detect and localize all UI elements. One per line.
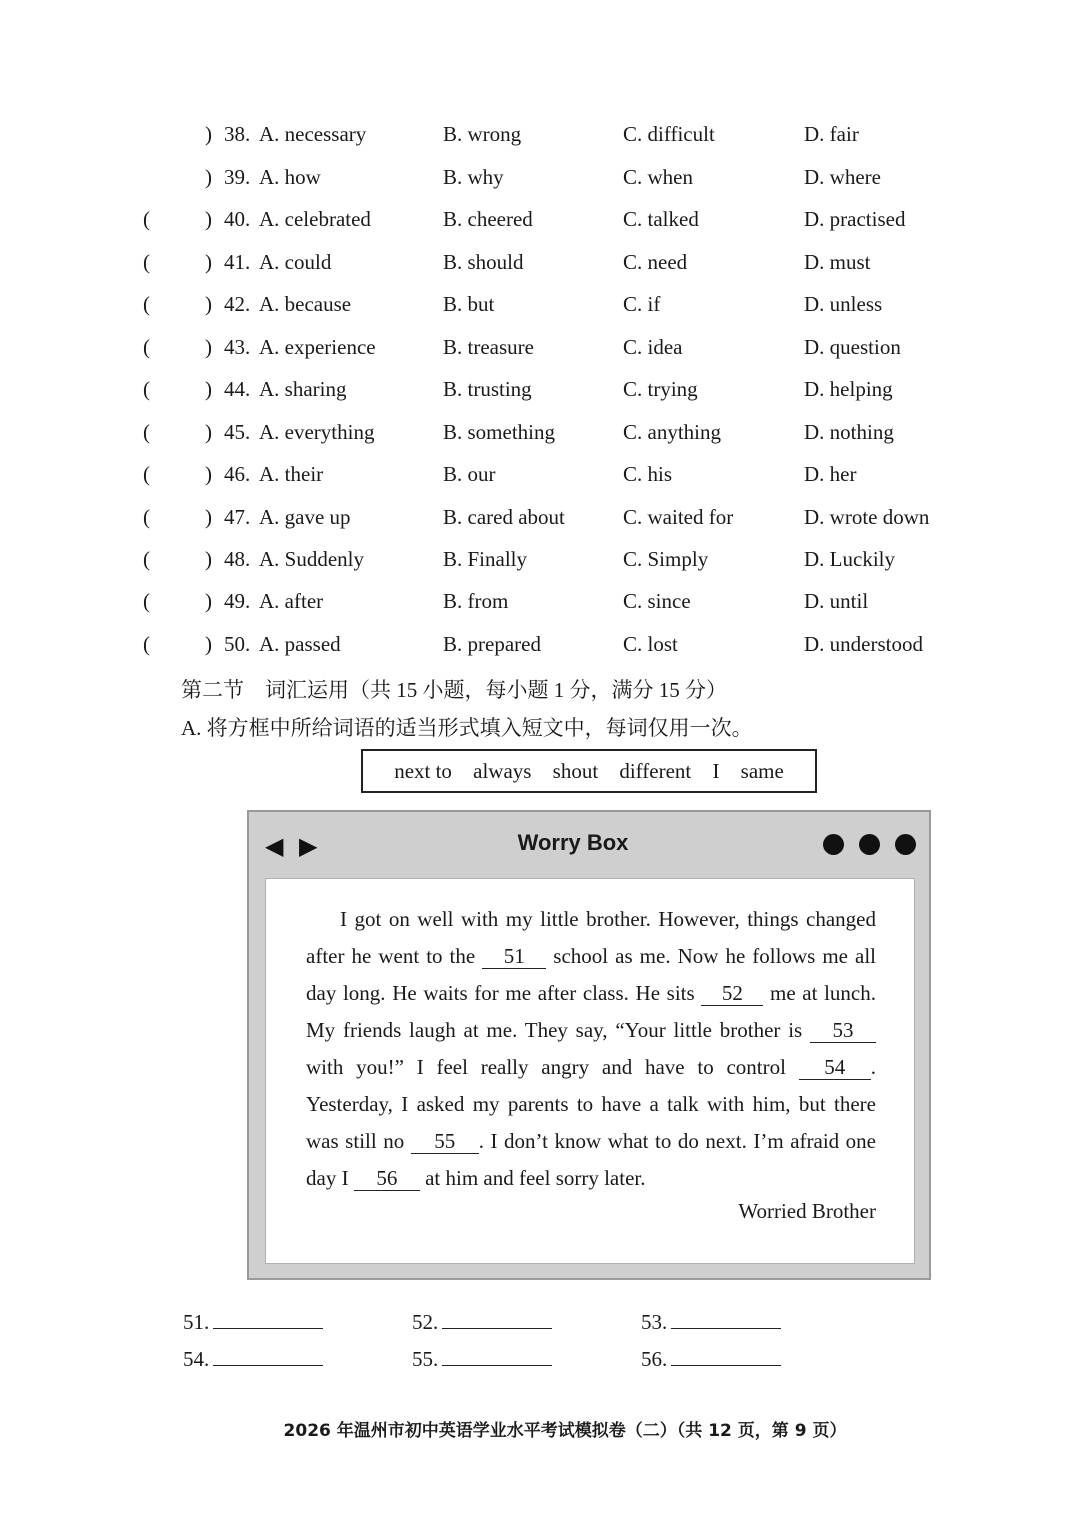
option-d: D. helping: [804, 377, 893, 401]
option-d: D. Luckily: [804, 547, 895, 571]
question-number: 41.: [224, 250, 251, 274]
blank-55: 55: [411, 1129, 479, 1154]
answer-paren-open: (: [143, 335, 150, 359]
option-b: B. should: [443, 250, 524, 274]
option-d: D. her: [804, 462, 857, 486]
blank-51: 51: [482, 944, 546, 969]
question-41: [0, 250, 1080, 286]
answer-paren-open: (: [143, 589, 150, 613]
option-b: B. cheered: [443, 207, 533, 231]
option-a: A. experience: [259, 335, 376, 359]
option-d: D. nothing: [804, 420, 894, 444]
answer-number: 54.: [183, 1347, 210, 1371]
answer-paren-close: ): [205, 250, 212, 274]
back-arrow-icon: ◀: [265, 834, 284, 860]
option-a: A. their: [259, 462, 324, 486]
answer-paren-close: ): [205, 462, 212, 486]
answer-number: 52.: [412, 1310, 439, 1334]
option-b: B. Finally: [443, 547, 528, 571]
answer-paren-close: ): [205, 420, 212, 444]
blank-53: 53: [810, 1018, 876, 1043]
word-bank-item: shout: [552, 758, 599, 783]
option-a: A. Suddenly: [259, 547, 364, 571]
option-b: B. but: [443, 292, 495, 316]
question-number: 48.: [224, 547, 251, 571]
option-a: A. gave up: [259, 505, 351, 529]
answer-paren-open: (: [143, 292, 150, 316]
passage-segment: at him and feel sorry later.: [419, 1166, 646, 1190]
window-dot-icon: [823, 834, 844, 855]
answer-paren-close: ): [205, 377, 212, 401]
question-38: [0, 122, 1080, 158]
option-c: C. Simply: [623, 547, 709, 571]
option-d: D. wrote down: [804, 505, 930, 529]
option-d: D. fair: [804, 122, 859, 146]
option-b: B. trusting: [443, 377, 532, 401]
option-c: C. talked: [623, 207, 699, 231]
answer-paren-open: (: [143, 632, 150, 656]
word-bank: [361, 749, 817, 793]
option-c: C. since: [623, 589, 691, 613]
option-d: D. question: [804, 335, 901, 359]
answer-paren-close: ): [205, 589, 212, 613]
answer-paren-open: (: [143, 547, 150, 571]
option-a: A. necessary: [259, 122, 367, 146]
word-bank-item: different: [619, 758, 692, 783]
answer-paren-close: ): [205, 335, 212, 359]
answer-paren-open: (: [143, 250, 150, 274]
option-a: A. sharing: [259, 377, 347, 401]
option-c: C. lost: [623, 632, 678, 656]
option-a: A. passed: [259, 632, 341, 656]
answer-line-54[interactable]: [183, 1347, 323, 1372]
passage-segment: . I don’t know what to do next. I’m afraid one day I: [306, 1129, 876, 1190]
answer-line-55[interactable]: [412, 1347, 552, 1372]
question-number: 42.: [224, 292, 251, 316]
question-number: 47.: [224, 505, 251, 529]
answer-paren-close: ): [205, 505, 212, 529]
question-number: 43.: [224, 335, 251, 359]
answer-number: 53.: [641, 1310, 668, 1334]
passage-text: [265, 878, 915, 1264]
question-number: 50.: [224, 632, 251, 656]
answer-number: 55.: [412, 1347, 439, 1371]
answer-blank[interactable]: [213, 1347, 323, 1366]
question-number: 38.: [224, 122, 251, 146]
option-b: B. cared about: [443, 505, 565, 529]
answer-blank[interactable]: [442, 1310, 552, 1329]
word-bank-item: next to: [394, 758, 452, 783]
option-b: B. something: [443, 420, 556, 444]
answer-blank[interactable]: [442, 1347, 552, 1366]
answer-blank[interactable]: [671, 1347, 781, 1366]
passage-segment: school as me. Now he follows me all day long. He waits for me after class. He sits: [306, 944, 877, 1005]
question-50: [0, 632, 1080, 668]
passage-segment: with you!” I feel really angry and have to control: [306, 1055, 799, 1079]
passage-segment: . Yesterday, I asked my parents to have a talk with him, but there was still no: [306, 1055, 876, 1153]
answer-paren-open: (: [143, 207, 150, 231]
question-46: [0, 462, 1080, 498]
blank-54: 54: [799, 1055, 871, 1080]
option-c: C. when: [623, 165, 693, 189]
option-a: A. could: [259, 250, 332, 274]
answer-number: 51.: [183, 1310, 210, 1334]
passage-signature: Worried Brother: [738, 1199, 876, 1223]
section-instruction: A. 将方框中所给词语的适当形式填入短文中，每词仅用一次。: [181, 716, 753, 740]
option-d: D. until: [804, 589, 869, 613]
answer-paren-close: ): [205, 165, 212, 189]
question-number: 49.: [224, 589, 251, 613]
window-dot-icon: [895, 834, 916, 855]
option-b: B. from: [443, 589, 509, 613]
option-a: A. after: [259, 589, 324, 613]
option-a: A. everything: [259, 420, 375, 444]
option-c: C. difficult: [623, 122, 715, 146]
option-a: A. celebrated: [259, 207, 371, 231]
question-number: 45.: [224, 420, 251, 444]
answer-number: 56.: [641, 1347, 668, 1371]
question-43: [0, 335, 1080, 371]
question-44: [0, 377, 1080, 413]
answer-paren-open: (: [143, 420, 150, 444]
worry-box-window: [247, 810, 931, 1280]
question-49: [0, 589, 1080, 625]
answer-line-51[interactable]: [183, 1310, 323, 1335]
forward-arrow-icon: ▶: [299, 834, 318, 860]
option-b: B. wrong: [443, 122, 522, 146]
option-a: A. how: [259, 165, 321, 189]
question-number: 40.: [224, 207, 251, 231]
blank-56: 56: [354, 1166, 420, 1191]
option-d: D. understood: [804, 632, 923, 656]
answer-line-52[interactable]: [412, 1310, 552, 1335]
option-b: B. why: [443, 165, 504, 189]
page-footer: 2026 年温州市初中英语学业水平考试模拟卷（二）（共 12 页，第 9 页）: [283, 1421, 847, 1441]
option-a: A. because: [259, 292, 352, 316]
answer-line-53[interactable]: [641, 1310, 781, 1335]
answer-paren-close: ): [205, 207, 212, 231]
worry-box-title: Worry Box: [517, 830, 629, 855]
option-c: C. anything: [623, 420, 721, 444]
question-45: [0, 420, 1080, 456]
option-b: B. treasure: [443, 335, 534, 359]
question-number: 46.: [224, 462, 251, 486]
answer-paren-close: ): [205, 292, 212, 316]
answer-paren-open: (: [143, 505, 150, 529]
blank-52: 52: [701, 981, 763, 1006]
window-dot-icon: [859, 834, 880, 855]
question-40: [0, 207, 1080, 243]
word-bank-item: same: [740, 758, 784, 783]
option-b: B. prepared: [443, 632, 541, 656]
question-39: [0, 165, 1080, 201]
option-d: D. must: [804, 250, 871, 274]
option-c: C. his: [623, 462, 673, 486]
answer-line-56[interactable]: [641, 1347, 781, 1372]
answer-blank[interactable]: [213, 1310, 323, 1329]
passage-segment: me at lunch. My friends laugh at me. They say, “Your little brother is: [306, 981, 876, 1042]
option-c: C. waited for: [623, 505, 734, 529]
option-c: C. trying: [623, 377, 698, 401]
answer-paren-open: (: [143, 377, 150, 401]
question-number: 44.: [224, 377, 251, 401]
option-c: C. idea: [623, 335, 683, 359]
option-b: B. our: [443, 462, 496, 486]
answer-paren-close: ): [205, 632, 212, 656]
question-47: [0, 505, 1080, 541]
word-bank-item: always: [473, 758, 532, 783]
option-d: D. practised: [804, 207, 906, 231]
passage-paragraph: [306, 901, 876, 1197]
option-c: C. need: [623, 250, 688, 274]
option-d: D. where: [804, 165, 881, 189]
section-title: 第二节 词汇运用（共 15 小题，每小题 1 分，满分 15 分）: [181, 678, 727, 702]
question-42: [0, 292, 1080, 328]
question-number: 39.: [224, 165, 251, 189]
question-48: [0, 547, 1080, 583]
answer-paren-close: ): [205, 122, 212, 146]
worry-box-title-bar: [249, 812, 929, 874]
passage-segment: I got on well with my little brother. However, things changed after he went to the: [306, 907, 876, 968]
answer-paren-close: ): [205, 547, 212, 571]
answer-paren-open: (: [143, 462, 150, 486]
answer-blank[interactable]: [671, 1310, 781, 1329]
word-bank-item: I: [712, 758, 720, 783]
option-c: C. if: [623, 292, 661, 316]
option-d: D. unless: [804, 292, 883, 316]
